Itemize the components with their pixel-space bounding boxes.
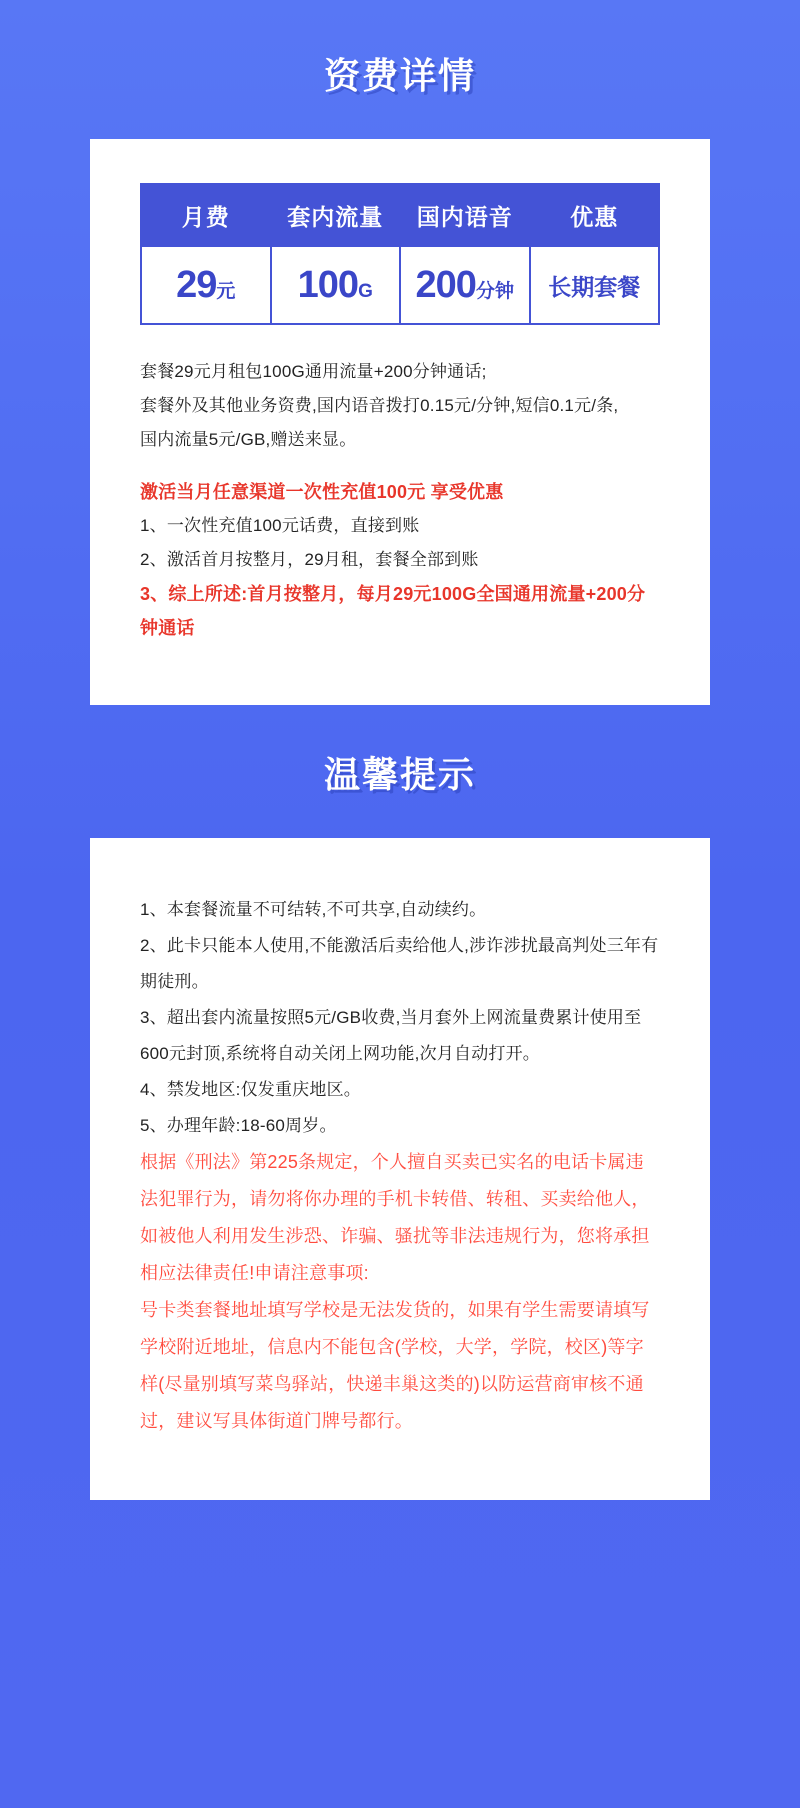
- cell-monthly-fee: [141, 246, 271, 324]
- monthly-fee-value: 29: [176, 263, 217, 306]
- domestic-voice-value: 200: [415, 263, 476, 306]
- fee-details-card: [90, 139, 710, 705]
- cell-domestic-voice: [400, 246, 530, 324]
- fee-line-3: 国内流量5元/GB,赠送来显。: [140, 430, 357, 449]
- cell-included-data: [271, 246, 401, 324]
- fee-line-5: 2、激活首月按整月，29月租，套餐全部到账: [140, 550, 479, 569]
- warm-tips-card: [90, 838, 710, 1500]
- list-item: 4、禁发地区:仅发重庆地区。: [140, 1080, 361, 1099]
- column-header-monthly-fee: 月费: [141, 184, 271, 246]
- included-data-unit: G: [358, 280, 373, 302]
- table-header-row: [141, 184, 659, 246]
- list-item: 2、此卡只能本人使用,不能激活后卖给他人,涉诈涉扰最高判处三年有期徒刑。: [140, 936, 659, 991]
- included-data-value: 100: [297, 263, 359, 306]
- column-header-domestic-voice: 国内语音: [400, 184, 530, 246]
- fee-highlight-summary: 3、综上所述:首月按整月，每月29元100G全国通用流量+200分钟通话: [140, 584, 646, 638]
- column-header-included-data: 套内流量: [271, 184, 401, 246]
- plan-table-body: [141, 246, 659, 324]
- list-item: 1、本套餐流量不可结转,不可共享,自动续约。: [140, 900, 487, 919]
- table-row: [141, 246, 659, 324]
- fee-line-4: 1、一次性充值100元话费，直接到账: [140, 516, 420, 535]
- plan-table-header: [141, 184, 659, 246]
- fee-line-2: 套餐外及其他业务资费,国内语音拨打0.15元/分钟,短信0.1元/条,: [140, 396, 619, 415]
- cell-discount: [530, 246, 660, 324]
- page-title-fee-details: 资费详情: [323, 55, 476, 96]
- address-notice: 号卡类套餐地址填写学校是无法发货的，如果有学生需要请填写学校附近地址，信息内不能包含(学校，大学，学院，校区)等字样(尽量别填写菜鸟驿站，快递丰巢这类的)以防运营商审核不通过，建议写具体街道门牌号都行。: [140, 1300, 650, 1431]
- page-title-warm-tips: 温馨提示: [323, 754, 476, 795]
- fee-description: [140, 355, 660, 645]
- monthly-fee-unit: 元: [216, 280, 236, 302]
- column-header-discount: 优惠: [530, 184, 660, 246]
- fee-highlight-recharge: 激活当月任意渠道一次性充值100元 享受优惠: [140, 482, 504, 502]
- list-item: 5、办理年龄:18-60周岁。: [140, 1116, 337, 1135]
- plan-table: [140, 183, 660, 325]
- discount-value: 长期套餐: [548, 273, 641, 300]
- legal-notice: 根据《刑法》第225条规定，个人擅自买卖已实名的电话卡属违法犯罪行为，请勿将你办理的手机卡转借、转租、买卖给他人，如被他人利用发生涉恐、诈骗、骚扰等非法违规行为，您将承担相应法律责任!申请注意事项:: [140, 1152, 650, 1283]
- list-item: 3、超出套内流量按照5元/GB收费,当月套外上网流量费累计使用至600元封顶,系统将自动关闭上网功能,次月自动打开。: [140, 1008, 642, 1063]
- fee-line-1: 套餐29元月租包100G通用流量+200分钟通话;: [140, 362, 487, 381]
- tips-list: [140, 892, 660, 1440]
- domestic-voice-unit: 分钟: [475, 280, 514, 302]
